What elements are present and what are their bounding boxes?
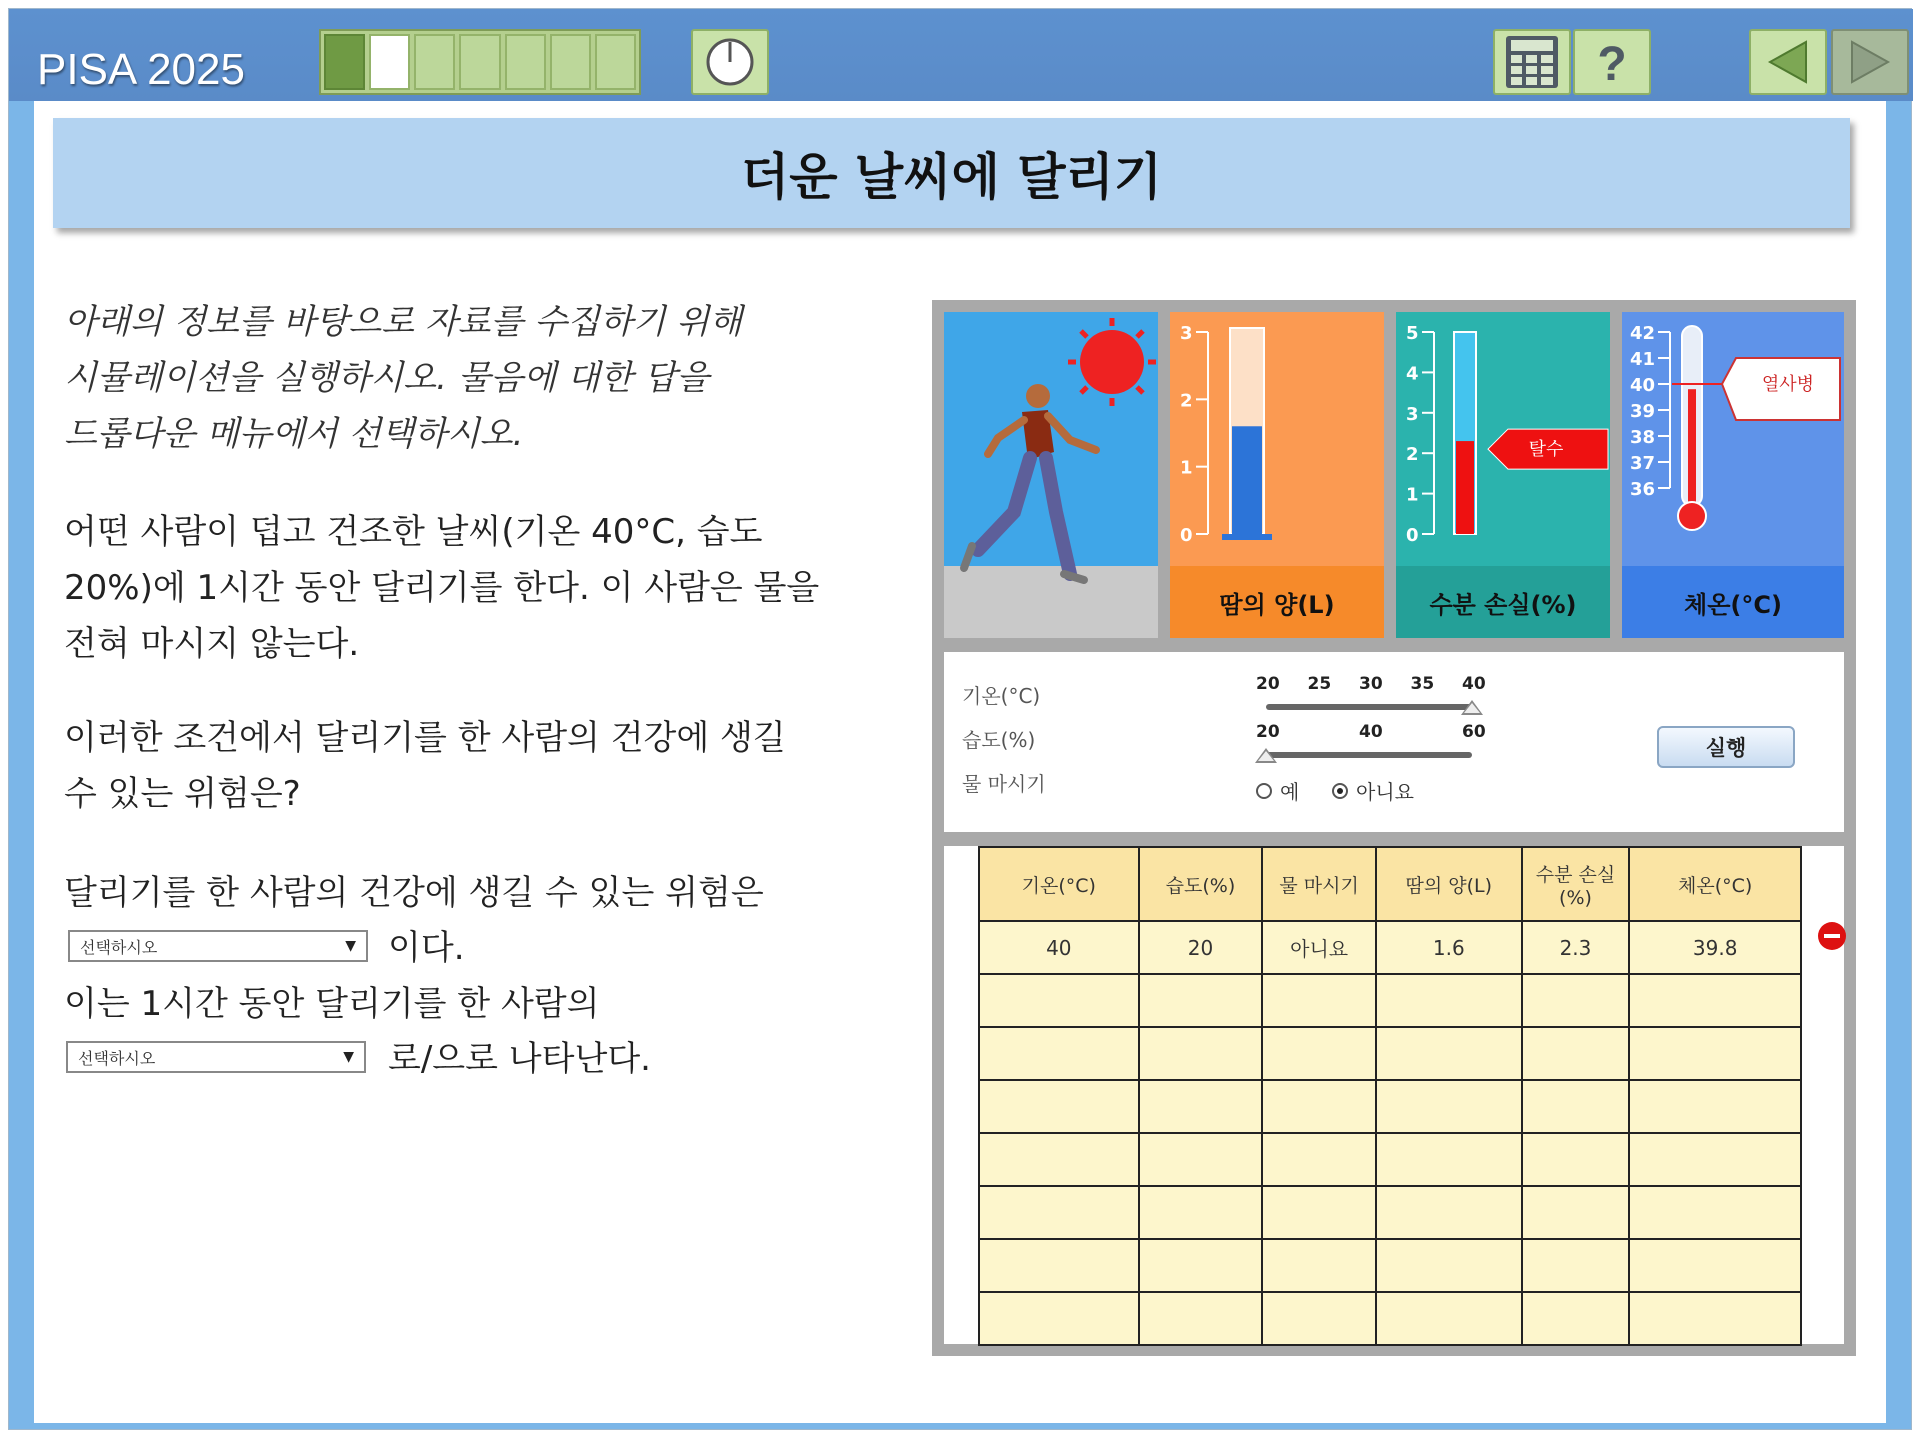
- table-cell: [1629, 974, 1801, 1027]
- table-cell: [1522, 1239, 1630, 1292]
- table-cell: [1376, 1292, 1522, 1345]
- chevron-down-icon: ▼: [345, 938, 356, 954]
- progress-step: [324, 34, 365, 90]
- column-header: 습도(%): [1139, 847, 1263, 921]
- simulation-panel: [932, 300, 1856, 1356]
- table-cell: [1376, 1239, 1522, 1292]
- next-button[interactable]: [1831, 29, 1909, 95]
- progress-step: [369, 34, 410, 90]
- back-arrow-icon: [1762, 36, 1814, 88]
- table-cell: 39.8: [1629, 921, 1801, 974]
- tick-label: 39: [1630, 401, 1656, 422]
- temperature-tick-label: 30: [1359, 674, 1383, 694]
- sweat-label: 땀의 양(L): [1170, 566, 1384, 638]
- table-cell: [1139, 974, 1263, 1027]
- heatstroke-flag-label: 열사병: [1761, 374, 1815, 395]
- table-cell: [1139, 1186, 1263, 1239]
- table-cell: [1522, 1186, 1630, 1239]
- humidity-slider-handle[interactable]: [1255, 748, 1277, 763]
- sweat-panel: [1170, 312, 1384, 638]
- column-header: 기온(°C): [979, 847, 1139, 921]
- table-cell: 아니요: [1262, 921, 1376, 974]
- progress-step: [505, 34, 546, 90]
- table-cell: 20: [1139, 921, 1263, 974]
- table-row[interactable]: [979, 1239, 1801, 1292]
- remove-row-button[interactable]: [1818, 922, 1846, 950]
- progress-step: [595, 34, 636, 90]
- temperature-tick-label: 20: [1256, 674, 1280, 694]
- temperature-tick-label: 35: [1410, 674, 1435, 694]
- run-button[interactable]: 실행: [1657, 726, 1795, 768]
- table-cell: [1629, 1080, 1801, 1133]
- temperature-tick-label: 25: [1307, 674, 1332, 694]
- timer-icon: [704, 36, 756, 88]
- answer-suffix-2: 로/으로 나타난다.: [388, 1039, 651, 1079]
- timer-button[interactable]: [691, 29, 769, 95]
- page-title: 더운 날씨에 달리기: [740, 148, 1163, 206]
- table-cell: [979, 974, 1139, 1027]
- instruction-line: 드롭다운 메뉴에서 선택하시오.: [64, 414, 524, 454]
- body-temp-panel: [1622, 312, 1844, 638]
- table-cell: [1629, 1027, 1801, 1080]
- thermometer-bulb: [1678, 502, 1706, 530]
- question-line: 이러한 조건에서 달리기를 한 사람의 건강에 생길: [64, 718, 786, 758]
- tick-label: 4: [1406, 363, 1419, 385]
- dropdown-value: 선택하시오: [78, 1048, 156, 1068]
- table-cell: [1629, 1239, 1801, 1292]
- cylinder-base: [1222, 534, 1272, 540]
- instructions: [64, 294, 742, 462]
- help-icon: [1586, 36, 1638, 88]
- table-body: [979, 921, 1801, 1345]
- graduated-cylinder-gauge: [1170, 312, 1384, 566]
- tick-label: 38: [1630, 427, 1656, 448]
- drink-yes-label: 예: [1280, 780, 1300, 804]
- tick-label: 2: [1180, 390, 1193, 412]
- table-cell: [1376, 1186, 1522, 1239]
- runner-illustration: [944, 312, 1158, 638]
- table-cell: [1629, 1186, 1801, 1239]
- scenario-text: [64, 504, 819, 672]
- table-cell: [1139, 1133, 1263, 1186]
- water-loss-fill: [1456, 441, 1474, 534]
- table-cell: [1376, 1080, 1522, 1133]
- runner-panel: [944, 312, 1158, 638]
- table-cell: [1376, 1133, 1522, 1186]
- question-text: [64, 710, 786, 822]
- table-cell: 2.3: [1522, 921, 1630, 974]
- results-table-area: [944, 846, 1844, 1344]
- chevron-down-icon: ▼: [343, 1049, 354, 1065]
- calculator-icon: [1504, 34, 1560, 90]
- top-toolbar: [9, 9, 1913, 101]
- risk-dropdown[interactable]: [68, 930, 368, 962]
- table-row[interactable]: [979, 921, 1801, 974]
- table-cell: [1376, 974, 1522, 1027]
- table-cell: [1139, 1292, 1263, 1345]
- runner-figure: [964, 384, 1096, 580]
- column-header: 체온(°C): [1629, 847, 1801, 921]
- body-temp-fill: [1688, 389, 1696, 508]
- table-cell: [1629, 1133, 1801, 1186]
- sun-icon: [1068, 318, 1156, 406]
- sweat-fill: [1232, 426, 1262, 534]
- tick-label: 2: [1406, 444, 1419, 466]
- table-row[interactable]: [979, 1292, 1801, 1345]
- tick-label: 0: [1406, 525, 1419, 546]
- table-cell: 40: [979, 921, 1139, 974]
- drink-no-label: 아니요: [1356, 780, 1414, 804]
- table-cell: [1262, 1080, 1376, 1133]
- table-cell: [1139, 1080, 1263, 1133]
- table-cell: 1.6: [1376, 921, 1522, 974]
- progress-step: [414, 34, 455, 90]
- tick-label: 36: [1630, 479, 1656, 500]
- table-cell: [1629, 1292, 1801, 1345]
- column-header: 땀의 양(L): [1376, 847, 1522, 921]
- table-cell: [979, 1186, 1139, 1239]
- table-row[interactable]: [979, 1133, 1801, 1186]
- table-cell: [1139, 1239, 1263, 1292]
- tick-label: 0: [1180, 525, 1193, 546]
- tick-label: 3: [1406, 403, 1419, 425]
- answer-line-3: 이는 1시간 동안 달리기를 한 사람의: [64, 984, 600, 1024]
- temperature-label: 기온(°C): [962, 684, 1041, 708]
- back-button[interactable]: [1749, 29, 1827, 95]
- tick-label: 5: [1406, 323, 1419, 344]
- table-cell: [979, 1080, 1139, 1133]
- tick-label: 1: [1180, 457, 1193, 479]
- svg-text:?: ?: [1597, 38, 1627, 88]
- table-cell: [1522, 1292, 1630, 1345]
- tick-label: 40: [1630, 375, 1656, 396]
- humidity-tick-label: 40: [1359, 722, 1383, 742]
- dropdown-value: 선택하시오: [80, 937, 158, 957]
- table-cell: [979, 1027, 1139, 1080]
- symptom-dropdown[interactable]: [66, 1041, 366, 1073]
- simulation-controls: [944, 652, 1844, 832]
- body-temp-label: 체온(°C): [1622, 566, 1844, 638]
- table-cell: [1262, 1292, 1376, 1345]
- tick-label: 37: [1630, 453, 1656, 474]
- next-arrow-icon: [1844, 36, 1896, 88]
- tick-label: 42: [1630, 323, 1656, 344]
- table-cell: [1139, 1027, 1263, 1080]
- table-row[interactable]: [979, 1080, 1801, 1133]
- drink-water-label: 물 마시기: [962, 772, 1046, 796]
- table-cell: [1262, 1239, 1376, 1292]
- tick-label: 3: [1180, 323, 1193, 344]
- drink-yes-radio[interactable]: [1256, 783, 1272, 799]
- thermometer-gauge: [1622, 312, 1844, 566]
- scenario-line: 전혀 마시지 않는다.: [64, 624, 360, 664]
- table-cell: [1376, 1027, 1522, 1080]
- results-table: [978, 846, 1802, 1346]
- logo: PISA 2025: [37, 45, 245, 94]
- progress-bar: [319, 29, 641, 95]
- water-loss-label: 수분 손실(%): [1396, 566, 1610, 638]
- progress-step: [550, 34, 591, 90]
- scenario-line: 20%)에 1시간 동안 달리기를 한다. 이 사람은 물을: [64, 568, 820, 608]
- table-cell: [1522, 1027, 1630, 1080]
- table-cell: [1262, 1133, 1376, 1186]
- table-row[interactable]: [979, 974, 1801, 1027]
- temperature-tick-label: 40: [1462, 674, 1486, 694]
- temperature-slider-track[interactable]: [1266, 704, 1472, 710]
- table-cell: [979, 1133, 1139, 1186]
- water-loss-gauge: [1396, 312, 1610, 566]
- table-cell: [1522, 1080, 1630, 1133]
- column-header: 수분 손실(%): [1522, 847, 1630, 921]
- drink-no-radio[interactable]: [1332, 783, 1348, 799]
- humidity-label: 습도(%): [962, 728, 1036, 752]
- progress-step: [459, 34, 500, 90]
- help-button[interactable]: [1573, 29, 1651, 95]
- table-cell: [1262, 1186, 1376, 1239]
- temperature-slider-handle[interactable]: [1461, 700, 1483, 715]
- question-line: 수 있는 위험은?: [64, 774, 301, 814]
- table-row[interactable]: [979, 1027, 1801, 1080]
- tick-label: 41: [1630, 349, 1656, 370]
- table-cell: [1522, 1133, 1630, 1186]
- table-cell: [979, 1292, 1139, 1345]
- instruction-line: 시뮬레이션을 실행하시오. 물음에 대한 답을: [64, 358, 710, 398]
- humidity-slider-track[interactable]: [1266, 752, 1472, 758]
- humidity-tick-label: 60: [1462, 722, 1486, 742]
- humidity-tick-label: 20: [1256, 722, 1280, 742]
- table-header-row: [979, 847, 1801, 921]
- table-row[interactable]: [979, 1186, 1801, 1239]
- tick-label: 1: [1406, 484, 1419, 506]
- instruction-line: 아래의 정보를 바탕으로 자료를 수집하기 위해: [64, 302, 743, 342]
- table-cell: [1262, 974, 1376, 1027]
- dehydration-flag-label: 탈수: [1528, 439, 1564, 461]
- table-cell: [1262, 1027, 1376, 1080]
- table-cell: [979, 1239, 1139, 1292]
- calculator-button[interactable]: [1493, 29, 1571, 95]
- answer-line-1: 달리기를 한 사람의 건강에 생길 수 있는 위험은: [64, 873, 764, 913]
- water-loss-panel: [1396, 312, 1610, 638]
- scenario-line: 어떤 사람이 덥고 건조한 날씨(기온 40°C, 습도: [64, 512, 763, 552]
- table-cell: [1522, 974, 1630, 1027]
- answer-suffix-1: 이다.: [388, 928, 465, 968]
- page-title-bar: [53, 118, 1850, 228]
- column-header: 물 마시기: [1262, 847, 1376, 921]
